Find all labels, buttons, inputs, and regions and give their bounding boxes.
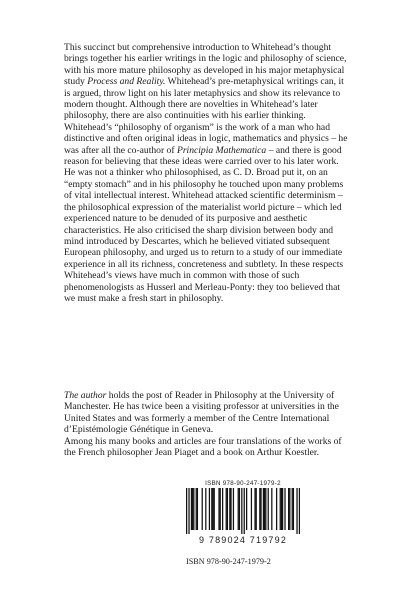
barcode-bar (256, 488, 257, 530)
barcode (186, 480, 300, 545)
barcode-bar (271, 488, 272, 530)
description-italic-title-2: Principia Mathematica (176, 144, 267, 156)
barcode-bar (218, 488, 219, 530)
barcode-bar (188, 488, 189, 534)
description-text-1: This succinct but comprehensive introduction to Whitehead’s thought brings together his earlier writings in the logic and philosophy of science, with his more mature philosophy as developed in his major metaphysical study (64, 42, 347, 88)
barcode-bar (191, 488, 192, 530)
barcode-bar (260, 488, 261, 530)
barcode-bar (222, 488, 223, 530)
barcode-bar (241, 488, 242, 534)
barcode-bar (209, 488, 210, 530)
description-italic-title-1: Process and Reality. (87, 76, 166, 88)
barcode-bar (292, 488, 293, 530)
barcode-bar (280, 488, 281, 530)
author-bio-text-1: holds the post of Reader in Philosophy at the University of Manchester. He has twice been a visiting professor at universities in the United States and was formerly a member of the Centre International d’Epistémologie Génétique in Geneva. (64, 390, 339, 436)
barcode-bar (284, 488, 285, 530)
barcode-bar (246, 488, 247, 530)
barcode-bar (212, 488, 213, 530)
barcode-bar (239, 488, 240, 530)
barcode-bar (205, 488, 206, 530)
barcode-bar (299, 488, 300, 534)
barcode-bar (220, 488, 221, 530)
barcode-bar (193, 488, 194, 530)
barcode-bars (186, 488, 300, 534)
barcode-bar (238, 488, 239, 530)
barcode-bar (276, 488, 277, 530)
barcode-bar (186, 488, 187, 534)
barcode-bar (197, 488, 198, 530)
barcode-bar (244, 488, 245, 534)
barcode-bar (227, 488, 228, 530)
barcode-bar (214, 488, 215, 530)
barcode-bar (226, 488, 227, 530)
barcode-bar (251, 488, 252, 530)
description-paragraph (64, 42, 350, 304)
barcode-bar (230, 488, 231, 530)
barcode-bar (202, 488, 203, 530)
barcode-bar (192, 488, 193, 530)
barcode-bar (265, 488, 266, 530)
barcode-bar (296, 488, 297, 534)
barcode-bar (282, 488, 283, 530)
barcode-bar (264, 488, 265, 530)
description-text-2: Whitehead’s pre-metaphysical writings can, it is argued, throw light on his later metaphysics and show its relevance to modern thought. Although there are novelties in Whitehead’s later philosophy, there are also continuities with his earlier thinking. Whitehead’s “philosophy of organism” is the work of a man who had distinctive and often original ideas in logic, mathematics and physics – he was after all the co-author of (64, 76, 348, 156)
barcode-bar (289, 488, 290, 530)
barcode-bar (254, 488, 255, 530)
author-bio (64, 390, 350, 458)
barcode-bar (268, 488, 269, 530)
barcode-bar (263, 488, 264, 530)
barcode-bar (259, 488, 260, 530)
author-bio-paragraph-2: Among his many books and articles are four translations of the works of the French philosopher Jean Piaget and a book on Arthur Koestler. (64, 435, 342, 459)
author-label: The author (64, 390, 107, 401)
barcode-bar (196, 488, 197, 530)
barcode-bar (229, 488, 230, 530)
barcode-bar (288, 488, 289, 530)
barcode-bar (281, 488, 282, 530)
book-description (64, 42, 350, 304)
barcode-bar (233, 488, 234, 530)
author-bio-paragraph-1 (64, 390, 350, 436)
description-text-3: – and there is good reason for believing that these ideas were carried over to his later work. He was not a thinker who philosophised, as C. D. Broad put it, on an “empty stomach” and in his philosophy he touched upon many problems of vital intellectual interest. Whitehead attacked scientific determinism – the philosophical expression of the materialist world picture – which led experienced nature to be denuded of its purposive and aesthetic characteristics. He also criticised the sharp division between body and mind introduced by Descartes, which he believed vitiated subsequent European philosophy, and urged us to return to a study of our immediate experience in all its richness, concreteness and subtlety. In these respects Whitehead’s views have much in common with those of such phenomenologists as Husserl and Merleau-Ponty: they too believed that we must make a fresh start in philosophy. (64, 144, 344, 304)
barcode-bar (211, 488, 212, 530)
barcode-isbn-label: ISBN 978-90-247-1979-2 (205, 480, 281, 487)
isbn-text: ISBN 978-90-247-1979-2 (186, 557, 271, 566)
barcode-bar (293, 488, 294, 530)
barcode-digits: 9 789024 719792 (198, 535, 288, 545)
